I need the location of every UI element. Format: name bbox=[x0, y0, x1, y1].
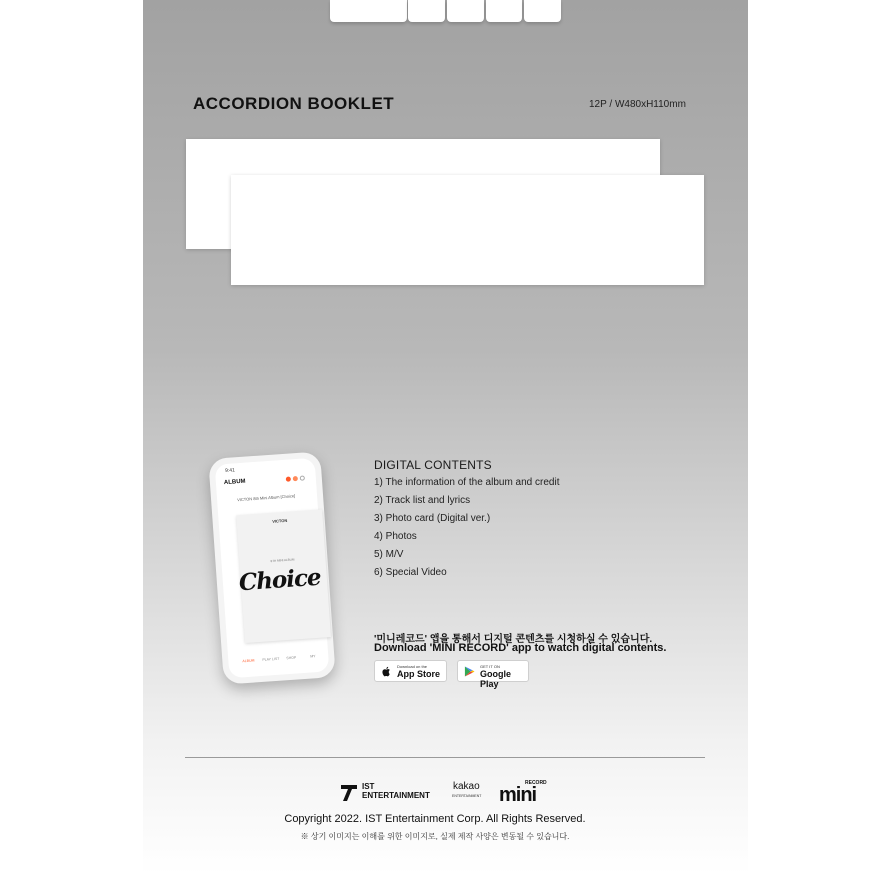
photo-card-stack-4 bbox=[486, 0, 522, 22]
photo-card-stack-3 bbox=[447, 0, 484, 22]
digital-contents-title: DIGITAL CONTENTS bbox=[374, 458, 492, 472]
app-store-label: App Store bbox=[397, 669, 441, 679]
google-play-icon bbox=[464, 666, 475, 677]
mini-logo-word: mini bbox=[499, 784, 537, 806]
photo-card-stack-2 bbox=[408, 0, 445, 22]
digital-contents-item: 3) Photo card (Digital ver.) bbox=[374, 513, 491, 524]
divider bbox=[185, 757, 705, 758]
ist-logo-icon bbox=[341, 784, 357, 802]
download-english: Download 'MINI RECORD' app to watch digital contents. bbox=[374, 642, 667, 654]
kakao-logo: kakao bbox=[453, 781, 480, 792]
nav-my: MY bbox=[310, 654, 316, 659]
album-title: VICTON 8th Mini Album [Choice] bbox=[236, 493, 296, 503]
cart-icon bbox=[293, 476, 298, 481]
mini-record-label: RECORD bbox=[525, 780, 547, 786]
cover-brand: VICTON bbox=[272, 517, 288, 524]
ist-logo-line2: ENTERTAINMENT bbox=[362, 791, 430, 800]
photo-card-stack-5 bbox=[524, 0, 561, 22]
ist-logo-text bbox=[362, 782, 430, 800]
phone-screen bbox=[215, 458, 330, 678]
album-cover bbox=[236, 509, 331, 643]
nav-album: ALBUM bbox=[242, 658, 255, 664]
google-play-label: Google Play bbox=[480, 669, 511, 689]
photo-card-stack-1 bbox=[330, 0, 407, 22]
copyright: Copyright 2022. IST Entertainment Corp. All Rights Reserved. bbox=[284, 813, 586, 825]
nav-playlist: PLAY LIST bbox=[262, 656, 280, 662]
cover-title: Choice bbox=[238, 563, 322, 597]
digital-contents-item: 4) Photos bbox=[374, 531, 417, 542]
app-header: ALBUM bbox=[223, 478, 246, 487]
menu-icon bbox=[300, 475, 305, 480]
digital-contents-item: 1) The information of the album and credit bbox=[374, 477, 560, 488]
google-play-small: GET IT ON bbox=[480, 664, 500, 669]
section-title: ACCORDION BOOKLET bbox=[193, 94, 395, 113]
bottom-nav bbox=[236, 646, 321, 666]
header-icons bbox=[286, 475, 306, 481]
disclaimer: ※ 상기 이미지는 이해를 위한 이미지로, 실제 제작 사양은 변동될 수 있습니다. bbox=[300, 832, 570, 841]
download-korean: '미니레코드' 앱을 통해서 디지털 콘텐츠를 시청하실 수 있습니다. bbox=[374, 634, 653, 645]
digital-contents-item: 2) Track list and lyrics bbox=[374, 495, 471, 506]
booklet-spec: 12P / W480xH110mm bbox=[589, 99, 686, 110]
background-panel bbox=[143, 0, 748, 874]
kakao-logo-sub: ENTERTAINMENT bbox=[452, 794, 482, 798]
apple-icon bbox=[381, 666, 392, 677]
phone-mockup bbox=[208, 451, 335, 684]
google-play-badge[interactable] bbox=[457, 660, 529, 689]
digital-contents-item: 6) Special Video bbox=[374, 567, 447, 578]
status-time: 9:41 bbox=[224, 467, 236, 475]
nav-shop: SHOP bbox=[286, 655, 297, 661]
cover-mini-label: 8TH MINI ALBUM bbox=[270, 557, 295, 564]
digital-contents-item: 5) M/V bbox=[374, 549, 404, 560]
notification-icon bbox=[286, 476, 291, 481]
mini-record-logo bbox=[499, 780, 551, 804]
ist-logo-line1: IST bbox=[362, 782, 375, 791]
app-store-small: Download on the bbox=[397, 664, 428, 669]
app-store-badge[interactable] bbox=[374, 660, 447, 682]
booklet-front bbox=[231, 175, 704, 285]
